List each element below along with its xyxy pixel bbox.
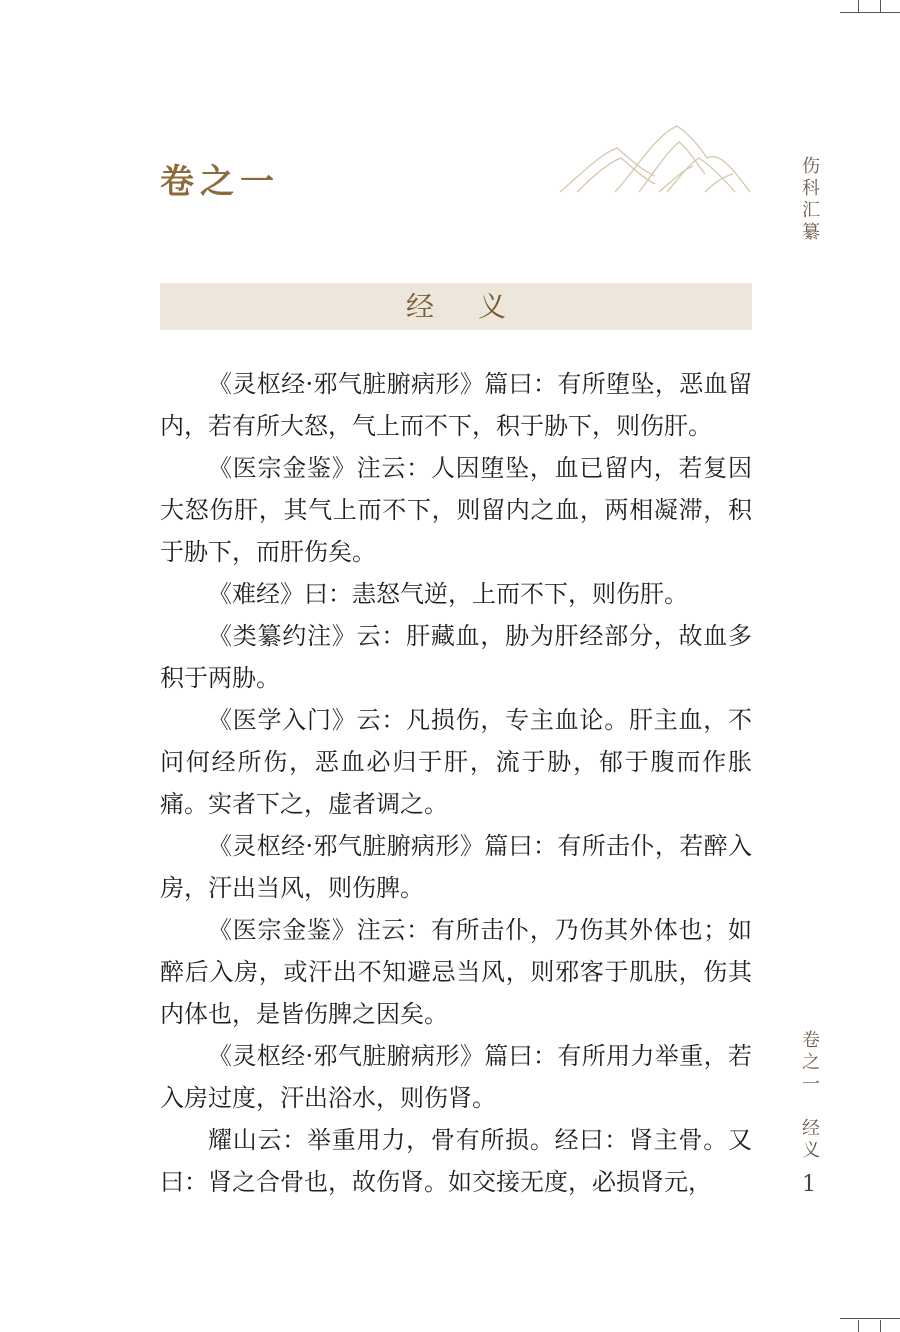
paragraph: 《医宗金鉴》注云：有所击仆，乃伤其外体也；如醉后入房，或汗出不知避忌当风，则邪客于肌肤，伤其内体也，是皆伤脾之因矣。 xyxy=(160,916,752,1028)
section-header xyxy=(160,283,752,330)
paragraph: 《灵枢经·邪气脏腑病形》篇曰：有所击仆，若醉入房，汗出当风，则伤脾。 xyxy=(160,832,752,902)
paragraph: 《灵枢经·邪气脏腑病形》篇曰：有所堕坠，恶血留内，若有所大怒，气上而不下，积于胁下，则伤肝。 xyxy=(160,370,752,440)
paragraph: 耀山云：举重用力，骨有所损。经曰：肾主骨。又曰：肾之合骨也，故伤肾。如交接无度，必损肾元， xyxy=(160,1126,752,1196)
paragraph: 《医学入门》云：凡损伤，专主血论。肝主血，不问何经所伤，恶血必归于肝，流于胁，郁于腹而作胀痛。实者下之，虚者调之。 xyxy=(160,706,752,818)
crop-mark xyxy=(840,12,900,13)
crop-mark xyxy=(858,1320,859,1332)
crop-mark xyxy=(858,0,859,12)
body-text xyxy=(160,363,752,1203)
crop-mark xyxy=(880,0,881,12)
book-title-vertical: 伤科汇纂 xyxy=(799,156,820,244)
page-number: 1 xyxy=(802,1172,816,1197)
running-section-title: 卷之一 经义 xyxy=(799,1030,820,1162)
paragraph: 《类纂约注》云：肝藏血，胁为肝经部分，故血多积于两胁。 xyxy=(160,622,752,692)
paragraph: 《难经》曰：恚怒气逆，上而不下，则伤肝。 xyxy=(208,580,688,608)
paragraph: 《灵枢经·邪气脏腑病形》篇曰：有所用力举重，若入房过度，汗出浴水，则伤肾。 xyxy=(160,1042,752,1112)
paragraph: 《医宗金鉴》注云：人因堕坠，血已留内，若复因大怒伤肝，其气上而不下，则留内之血，两相凝滞，积于胁下，而肝伤矣。 xyxy=(160,454,752,566)
crop-mark xyxy=(880,1320,881,1332)
crop-mark xyxy=(840,1318,900,1319)
volume-title: 卷之一 xyxy=(160,162,280,202)
mountain-illustration xyxy=(555,118,755,200)
section-title: 经义 xyxy=(405,290,550,323)
